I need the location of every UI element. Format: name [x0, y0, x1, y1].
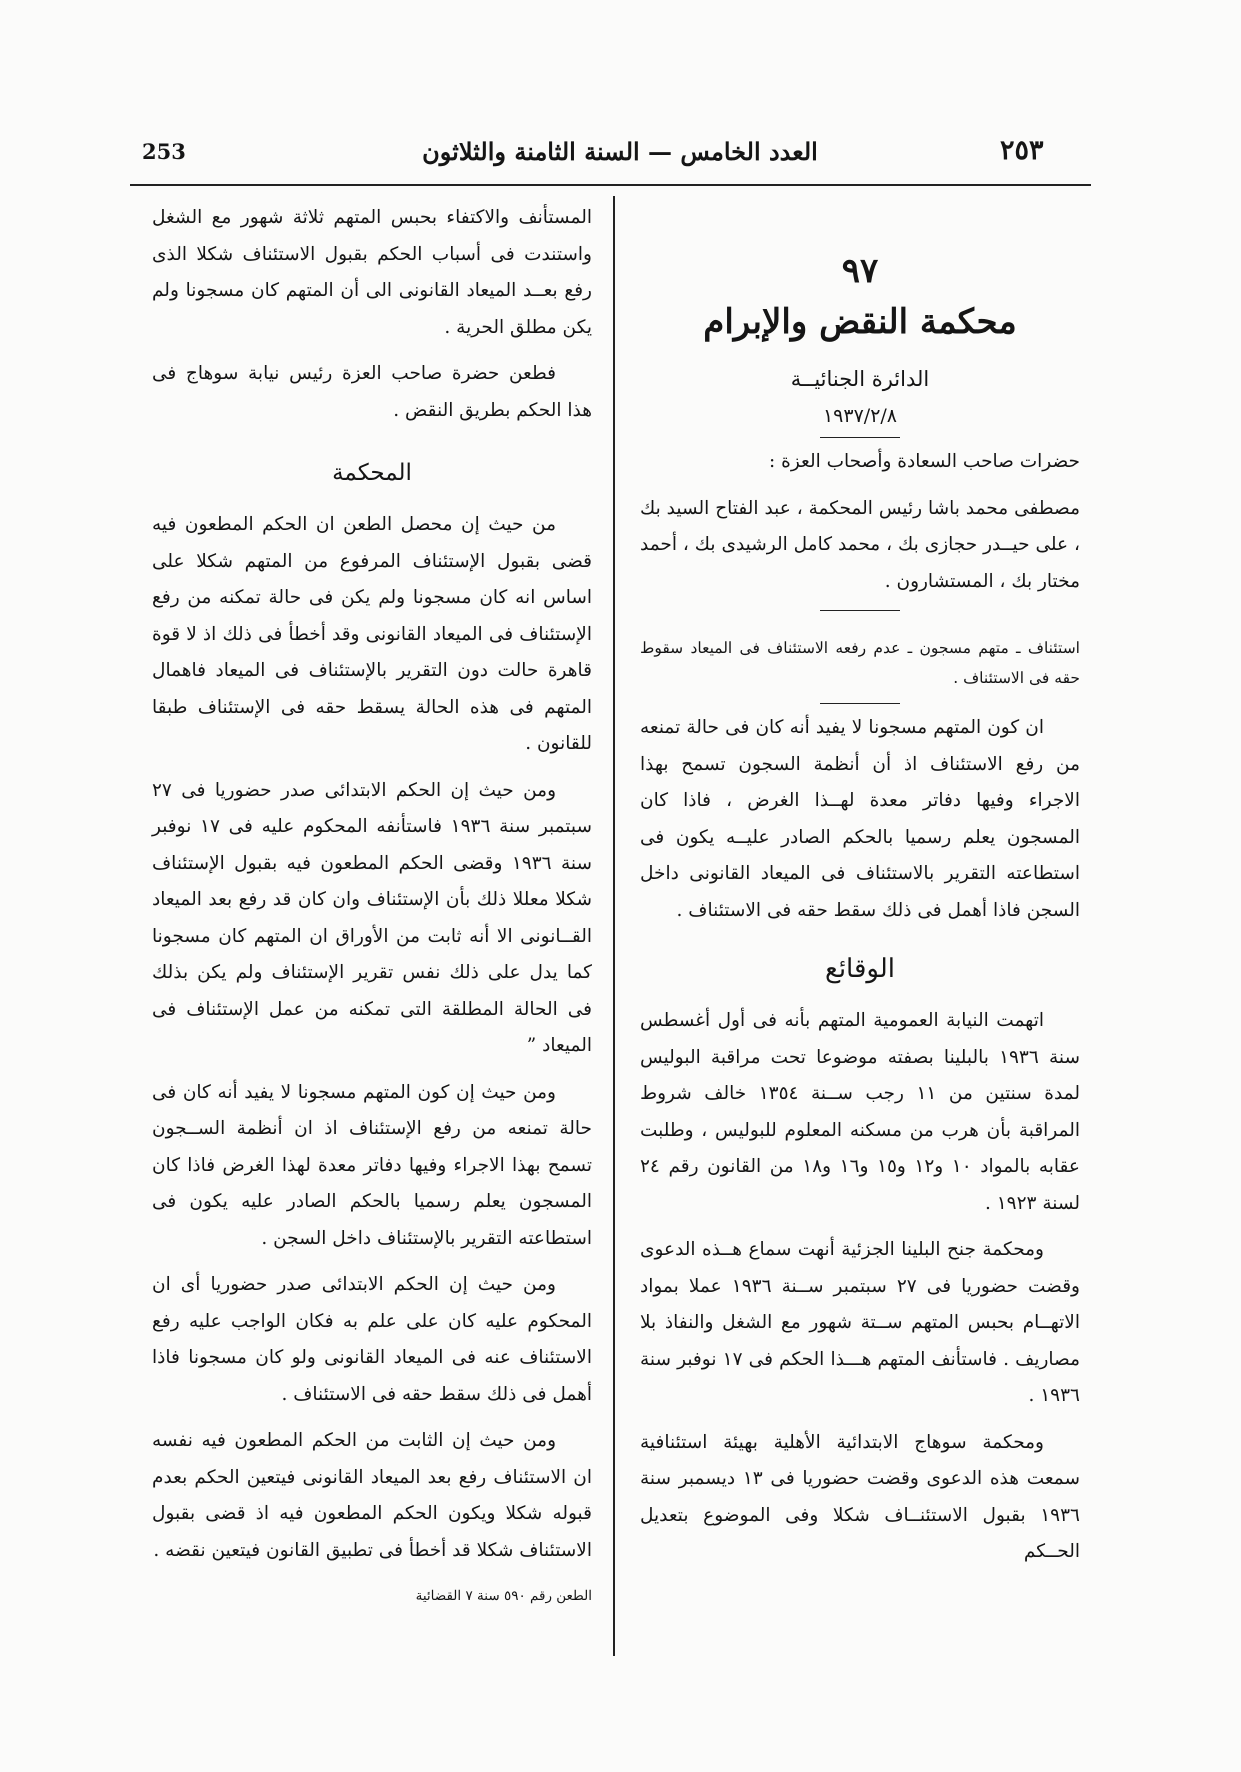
right-column — [640, 200, 1080, 1581]
footnote: الطعن رقم ٥٩٠ سنة ٧ القضائية — [415, 1588, 592, 1604]
running-title: العدد الخامس — السنة الثامنة والثلاثون — [422, 137, 818, 166]
facts-heading: الوقائع — [824, 954, 895, 984]
case-number: ٩٧ — [841, 251, 879, 291]
page-number-latin: 253 — [142, 139, 186, 164]
divider-rule — [820, 437, 900, 438]
reasoning-paragraph: من حيث إن محصل الطعن ان الحكم المطعون فيه قضى بقبول الإستئناف المرفوع من المتهم شكلا على اساس انه كان مسجونا ولم يكن فى حالة تمكنه من رفع الإستئناف فى الميعاد القانونى وقد أخطأ فى ذلك اذ لا قوة قاهرة حالت دون التقرير بالإستئناف فى الميعاد فاهمال المتهم فى هذه الحالة يسقط حقه فى الإستئناف طبقا للقانون . — [152, 514, 592, 754]
keywords: استئناف ـ متهم مسجون ـ عدم رفعه الاستئناف فى الميعاد سقوط حقه فى الاستئناف . — [640, 639, 1080, 687]
legal-principle: ان كون المتهم مسجونا لا يفيد أنه كان فى حالة تمنعه من رفع الاستئناف اذ أن أنظمة السجون تسمح بهذا الاجراء وفيها دفاتر معدة لهــذا الغرض ، فاذا كان المسجون يعلم رسميا بالحكم الصادر عليــه يكون فى استطاعته التقرير بالاستئناف فى الميعاد القانونى داخل السجن فاذا أهمل فى ذلك سقط حقه فى الاستئناف . — [640, 717, 1080, 921]
appeal-paragraph: فطعن حضرة صاحب العزة رئيس نيابة سوهاج فى هذا الحكم بطريق النقض . — [152, 363, 592, 421]
reasoning-paragraph: ومن حيث إن الحكم الابتدائى صدر حضوريا أى ان المحكوم عليه كان على علم به فكان الواجب عليه رفع الاستئناف عنه فى الميعاد القانونى ولو كان مسجونا فاذا أهمل فى ذلك سقط حقه فى الاستئناف . — [152, 1274, 592, 1405]
left-column — [152, 200, 592, 1619]
continued-paragraph: المستأنف والاكتفاء بحبس المتهم ثلاثة شهور مع الشغل واستندت فى أسباب الحكم بقبول الاستئناف شكلا الذى رفع بعــد الميعاد القانونى الى أن المتهم كان مسجونا ولم يكن مطلق الحرية . — [152, 207, 592, 338]
reasoning-paragraph: ومن حيث إن الحكم الابتدائى صدر حضوريا فى ٢٧ سبتمبر سنة ١٩٣٦ فاستأنفه المحكوم عليه فى ١٧ نوفبر سنة ١٩٣٦ وقضى الحكم المطعون فيه بقبول الإستئناف شكلا معللا ذلك بأن الإستئناف وان كان قد رفع بعد الميعاد القــانونى الا أنه ثابت من الأوراق ان المتهم كان مسجونا كما يدل على ذلك نفس تقرير الإستئناف ولم يكن بذلك فى الحالة المطلقة التى تمكنه من عمل الإستئناف فى الميعاد ” — [152, 779, 592, 1056]
divider-rule — [820, 703, 900, 704]
reasoning-paragraph: ومن حيث إن كون المتهم مسجونا لا يفيد أنه كان فى حالة تمنعه من رفع الإستئناف اذ ان أنظمة الســجون تسمح بهذا الاجراء وفيها دفاتر معدة لهذا الغرض فاذا كان المسجون يعلم رسميا بالحكم الصادر عليه يكون فى استطاعته التقرير بالإستئناف داخل السجن . — [152, 1081, 592, 1249]
judges-list: مصطفى محمد باشا رئيس المحكمة ، عبد الفتاح السيد بك ، على حيــدر حجازى بك ، محمد كامل الرشيدى بك ، أحمد مختار بك ، المستشارون . — [640, 497, 1080, 592]
facts-paragraph: ومحكمة سوهاج الابتدائية الأهلية بهيئة استئنافية سمعت هذه الدعوى وقضت حضوريا فى ١٣ ديسمبر سنة ١٩٣٦ بقبول الاستئنــاف شكلا وفى الموضوع بتعديل الحــكم — [640, 1431, 1080, 1562]
chamber-name: الدائرة الجنائيــة — [790, 367, 930, 391]
page-number-arabic: ٢٥٣ — [1000, 135, 1044, 166]
judges-intro: حضرات صاحب السعادة وأصحاب العزة : — [769, 451, 1080, 472]
facts-paragraph: ومحكمة جنح البلينا الجزئية أنهت سماع هــذه الدعوى وقضت حضوريا فى ٢٧ سبتمبر ســنة ١٩٣٦ عملا بمواد الاتهــام بحبس المتهم ســتة شهور مع الشغل والنفاذ بلا مصاريف . فاستأنف المتهم هـــذا الحكم فى ١٧ نوفبر سنة ١٩٣٦ . — [640, 1239, 1081, 1406]
reasoning-paragraph: ومن حيث إن الثابت من الحكم المطعون فيه نفسه ان الاستئناف رفع بعد الميعاد القانونى فيتعين الحكم بعدم قبوله شكلا ويكون الحكم المطعون فيه اذ قضى بقبول الاستئناف شكلا قد أخطأ فى تطبيق القانون فيتعين نقضه . — [152, 1430, 592, 1561]
judgment-date: ١٩٣٧/٢/٨ — [822, 405, 898, 427]
court-name: محكمة النقض والإبرام — [703, 302, 1017, 342]
divider-rule — [820, 610, 900, 611]
facts-paragraph: اتهمت النيابة العمومية المتهم بأنه فى أول أغسطس سنة ١٩٣٦ بالبلينا بصفته موضوعا تحت مراقبة البوليس لمدة سنتين من ١١ رجب ســنة ١٣٥٤ خالف شروط المراقبة بأن هرب من مسكنه المعلوم للبوليس ، وطلبت عقابه بالمواد ١٠ و١٢ و١٥ و١٦ و١٨ من القانون رقم ٢٤ لسنة ١٩٢٣ . — [640, 1010, 1081, 1214]
court-heading: المحكمة — [332, 460, 412, 486]
column-divider — [613, 196, 615, 1656]
